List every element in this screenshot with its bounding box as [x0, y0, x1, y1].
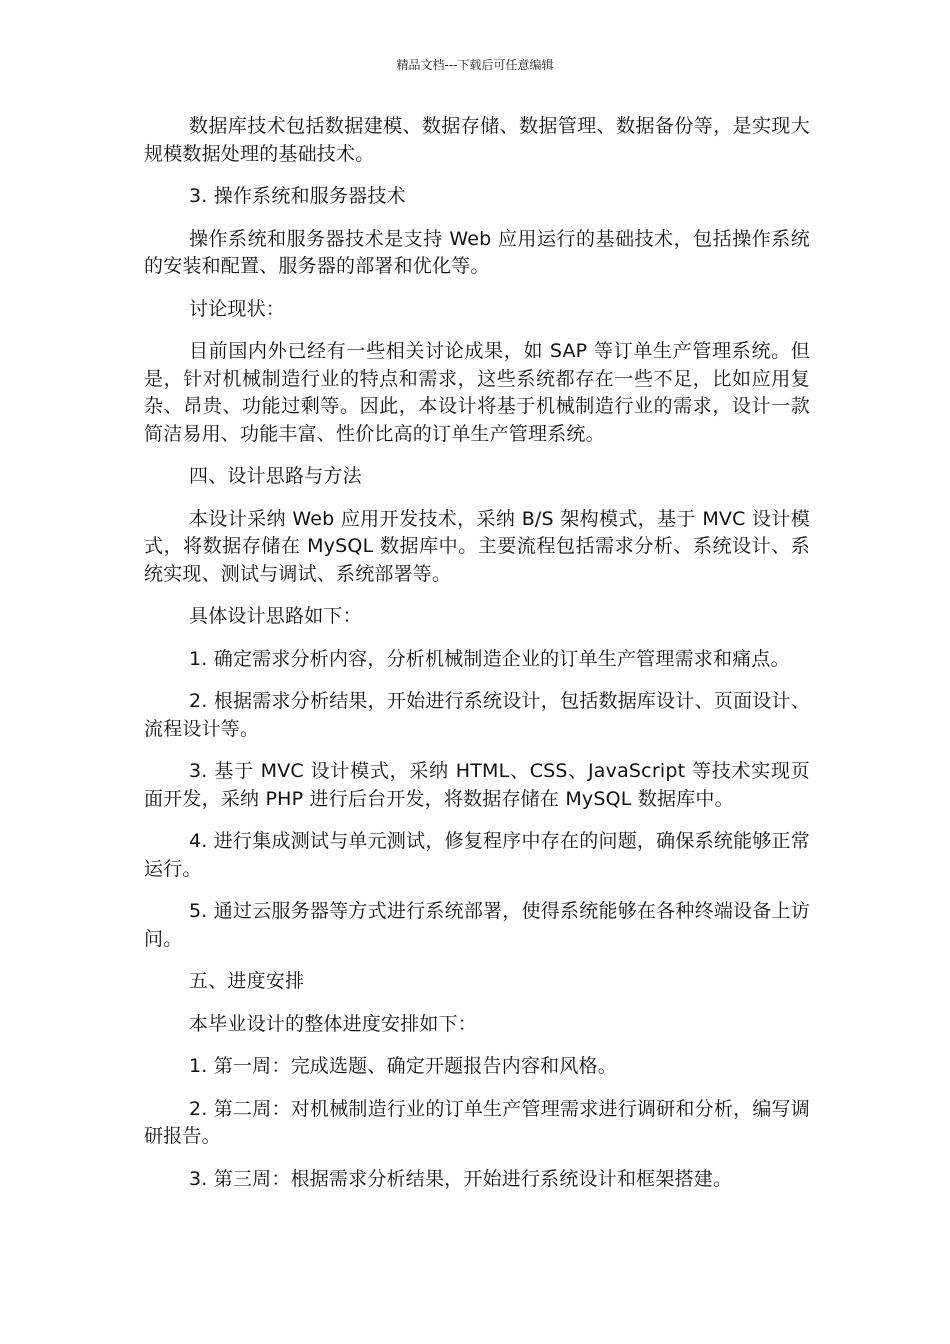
- paragraph-database-tech: 数据库技术包括数据建模、数据存储、数据管理、数据备份等，是实现大规模数据处理的基础技术。: [144, 115, 810, 165]
- heading-design-approach: 四、设计思路与方法: [189, 465, 362, 487]
- paragraph-design-approach: 本设计采纳 Web 应用开发技术，采纳 B/S 架构模式，基于 MVC 设计模式，将数据存储在 MySQL 数据库中。主要流程包括需求分析、系统设计、系统实现、测试与调试、系统部署等。: [144, 507, 810, 585]
- list-item-step-4: 4. 进行集成测试与单元测试，修复程序中存在的问题，确保系统能够正常运行。: [144, 830, 810, 880]
- list-item-step-1: 1. 确定需求分析内容，分析机械制造企业的订单生产管理需求和痛点。: [189, 647, 790, 670]
- page-header: 精品文档---下载后可任意编辑: [396, 58, 554, 72]
- paragraph-design-steps-intro: 具体设计思路如下：: [189, 605, 362, 627]
- paragraph-schedule-intro: 本毕业设计的整体进度安排如下：: [189, 1012, 478, 1035]
- paragraph-os-server-tech: 操作系统和服务器技术是支持 Web 应用运行的基础技术，包括操作系统的安装和配置、服务器的部署和优化等。: [144, 227, 810, 277]
- list-item-step-5: 5. 通过云服务器等方式进行系统部署，使得系统能够在各种终端设备上访问。: [144, 900, 810, 950]
- heading-schedule: 五、进度安排: [189, 970, 305, 992]
- list-item-step-3: 3. 基于 MVC 设计模式，采纳 HTML、CSS、JavaScript 等技术实现页面开发，采纳 PHP 进行后台开发，将数据存储在 MySQL 数据库中。: [144, 760, 810, 810]
- list-item-week-2: 2. 第二周：对机械制造行业的订单生产管理需求进行调研和分析，编写调研报告。: [144, 1097, 810, 1147]
- paragraph-research-status: 目前国内外已经有一些相关讨论成果，如 SAP 等订单生产管理系统。但是，针对机械制造行业的特点和需求，这些系统都存在一些不足，比如应用复杂、昂贵、功能过剩等。因此，本设计将基于机械制造行业的需求，设计一款简洁易用、功能丰富、性价比高的订单生产管理系统。: [144, 340, 810, 445]
- list-item-week-1: 1. 第一周：完成选题、确定开题报告内容和风格。: [189, 1055, 617, 1077]
- heading-os-server-tech: 3. 操作系统和服务器技术: [189, 185, 406, 207]
- list-item-step-2: 2. 根据需求分析结果，开始进行系统设计，包括数据库设计、页面设计、流程设计等。: [144, 690, 810, 740]
- list-item-week-3: 3. 第三周：根据需求分析结果，开始进行系统设计和框架搭建。: [189, 1167, 733, 1190]
- document-body: [144, 113, 810, 1208]
- heading-research-status: 讨论现状：: [189, 297, 286, 320]
